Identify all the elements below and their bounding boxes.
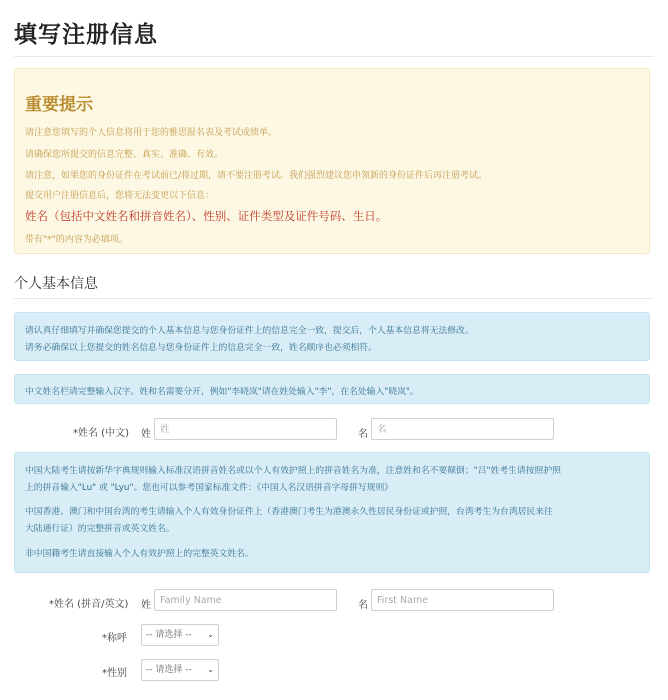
important-notice-box xyxy=(14,68,650,254)
gender-select-value: -- 请选择 -- xyxy=(146,665,192,675)
chevron-down-icon: ⌄ xyxy=(207,665,214,674)
info-line: 请认真仔细填写并确保您提交的个人基本信息与您身份证件上的信息完全一致，提交后，个人基本信息将无法修改。 xyxy=(25,326,474,336)
chinese-name-label: *姓名 (中文) xyxy=(73,428,129,439)
info-line: 中国香港、澳门和中国台湾的考生请输入个人有效身份证件上（香港澳门考生为港澳永久性居民身份证或护照，台湾考生为台湾居民来往 xyxy=(25,507,553,517)
family-name-input[interactable] xyxy=(154,589,337,611)
info-box-chinese-name xyxy=(14,374,650,404)
notice-locked-fields: 姓名（包括中文姓名和拼音姓名）、性别、证件类型及证件号码、生日。 xyxy=(25,209,388,223)
required-note: 带有"*"的内容为必填项。 xyxy=(25,235,128,245)
chinese-given-name-input[interactable] xyxy=(371,418,554,440)
info-box-pinyin-name xyxy=(14,452,650,573)
given-name-prefix: 名 xyxy=(358,600,368,611)
notice-line: 请确保您所提交的信息完整、真实、准确、有效。 xyxy=(25,150,224,160)
english-name-label: *姓名 (拼音/英文) xyxy=(49,599,129,610)
info-line: 非中国籍考生请直接输入个人有效护照上的完整英文姓名。 xyxy=(25,549,254,559)
surname-prefix: 姓 xyxy=(141,429,151,440)
title-select[interactable] xyxy=(141,624,219,646)
info-line: 请务必确保以上您提交的姓名信息与您身份证件上的信息完全一致，姓名顺序也必须相符。 xyxy=(25,343,377,353)
first-name-input[interactable] xyxy=(371,589,554,611)
title-label: *称呼 xyxy=(102,633,127,644)
gender-select[interactable] xyxy=(141,659,219,681)
info-line: 上的拼音输入"Lu" 或 "Lyu"。您也可以参考国家标准文件：《中国人名汉语拼音字母拼写规则》 xyxy=(25,483,394,493)
section-divider xyxy=(14,298,654,299)
notice-line: 请注意，如果您的身份证件在考试前已/将过期，请不要注册考试。我们强烈建议您申领新的身份证件后再注册考试。 xyxy=(25,171,488,181)
info-line: 中国大陆考生请按新华字典规则输入标准汉语拼音姓名或以个人有效护照上的拼音姓名为准，注意姓和名不要颠倒；"吕"姓考生请按照护照 xyxy=(25,466,561,476)
title-divider xyxy=(14,56,654,57)
notice-line: 请注意您填写的个人信息将用于您的雅思报名表及考试成绩单。 xyxy=(25,128,278,138)
notice-heading: 重要提示 xyxy=(25,95,93,115)
gender-label: *性别 xyxy=(102,668,127,679)
page-title: 填写注册信息 xyxy=(14,22,158,48)
info-box-accuracy xyxy=(14,312,650,361)
chevron-down-icon: ⌄ xyxy=(207,630,214,639)
given-name-prefix: 名 xyxy=(358,429,368,440)
title-select-value: -- 请选择 -- xyxy=(146,630,192,640)
chinese-surname-input[interactable] xyxy=(154,418,337,440)
section-title: 个人基本信息 xyxy=(14,276,98,292)
info-line: 大陆通行证）的完整拼音或英文姓名。 xyxy=(25,524,175,534)
pinyin-rules-link[interactable]: 《中国人名汉语拼音字母拼写规则》 xyxy=(256,483,394,493)
surname-prefix: 姓 xyxy=(141,600,151,611)
notice-line: 提交用户注册信息后，您将无法变更以下信息： xyxy=(25,191,215,201)
info-line: 中文姓名栏请完整输入汉字。姓和名需要分开，例如"李晓岚"请在姓处输入"李"，在名处输入"晓岚"。 xyxy=(25,387,419,397)
